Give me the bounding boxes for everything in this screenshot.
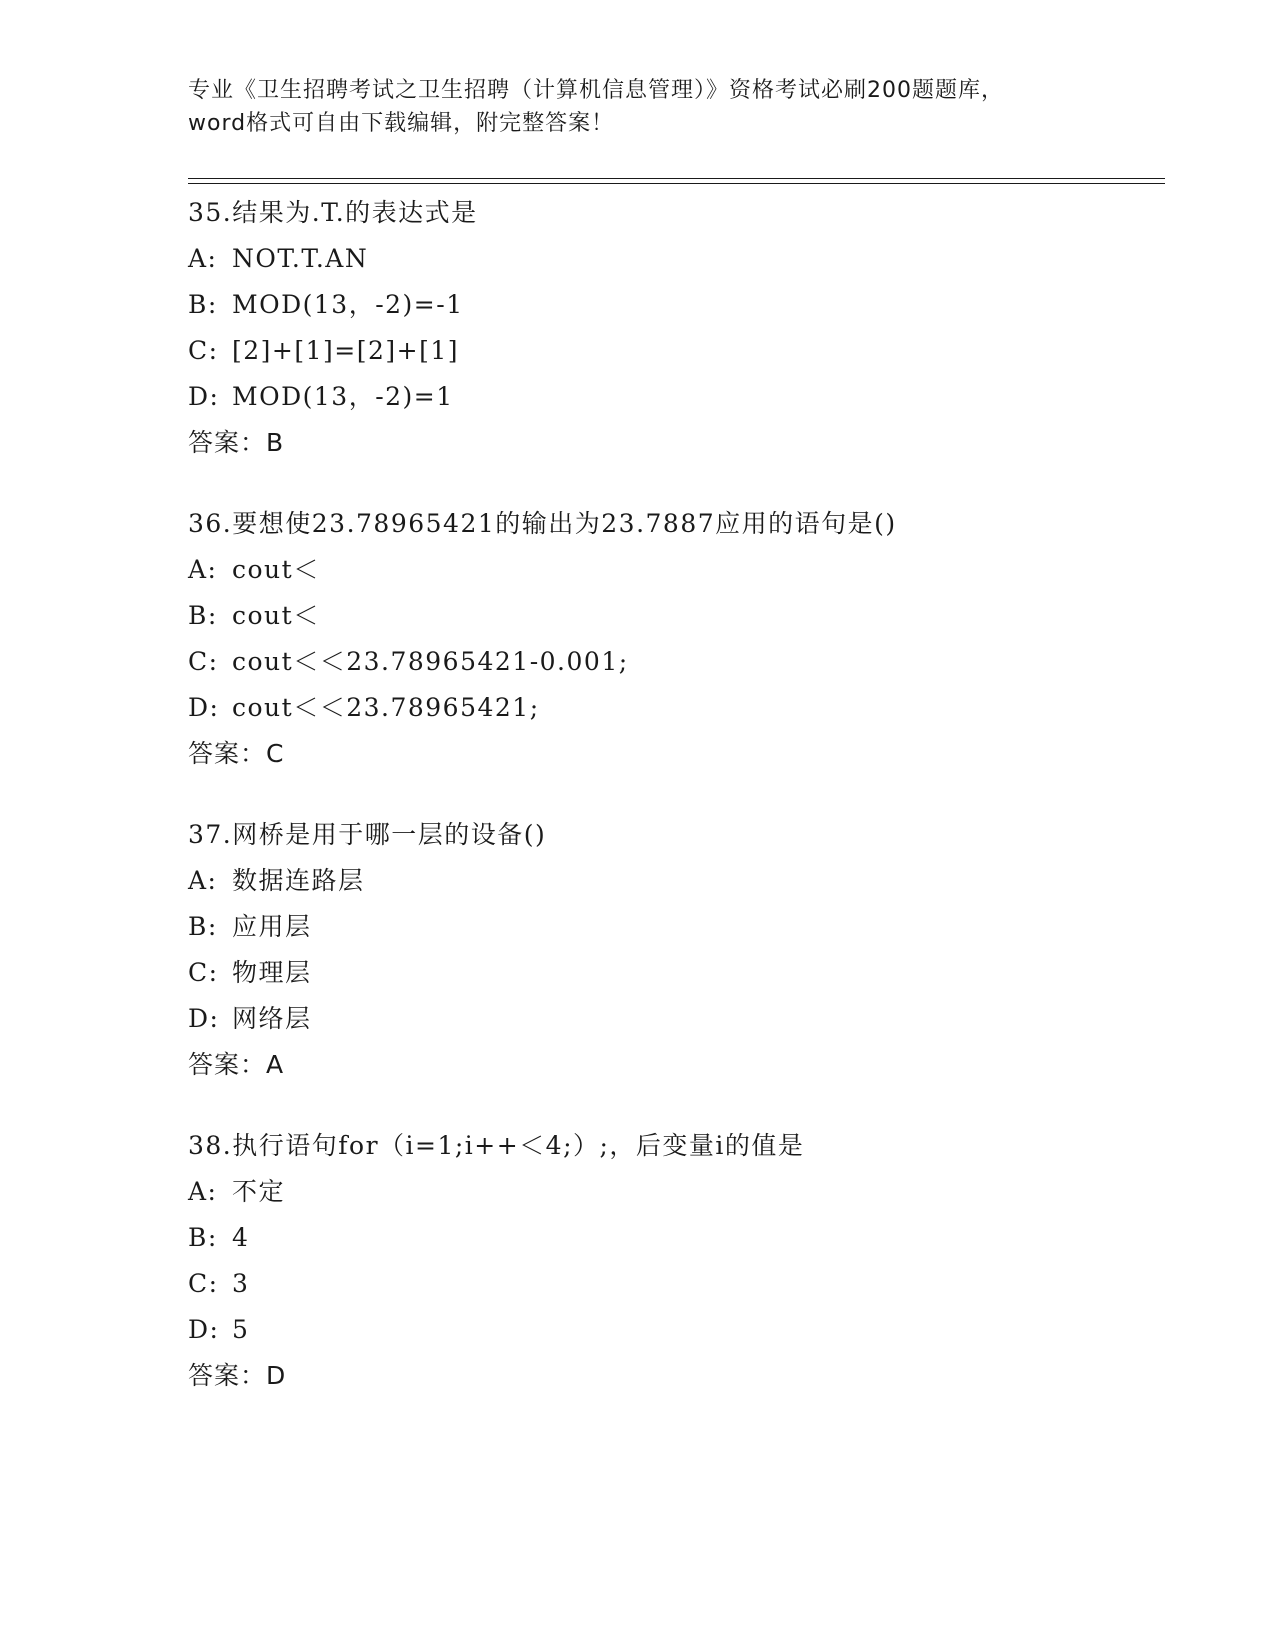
option-letter: A: (188, 866, 218, 895)
header-divider-top (188, 178, 1165, 179)
option-c (188, 328, 1148, 374)
option-c (188, 950, 1148, 996)
option-letter: D: (188, 382, 220, 411)
option-b (188, 282, 1148, 328)
option-text: MOD(13，-2)=1 (232, 382, 454, 411)
header-line-1: 专业《卫生招聘考试之卫生招聘（计算机信息管理）》资格考试必刷200题题库， (188, 78, 1004, 103)
option-a (188, 858, 1148, 904)
option-text: NOT.T.AN (232, 244, 369, 273)
question-stem: 38.执行语句for（i=1;i++＜4;）;，后变量i的值是 (188, 1131, 805, 1160)
option-text: 4 (232, 1223, 250, 1252)
option-b (188, 593, 1148, 639)
option-d (188, 374, 1148, 420)
option-text: 应用层 (232, 912, 312, 941)
option-letter: D: (188, 1315, 220, 1344)
option-text: 物理层 (232, 958, 312, 987)
option-letter: A: (188, 244, 218, 273)
header-divider-bottom (188, 183, 1165, 184)
option-a (188, 547, 1148, 593)
header-line-2: word格式可自由下载编辑，附完整答案！ (188, 111, 615, 136)
option-d (188, 685, 1148, 731)
option-a (188, 1169, 1148, 1215)
question-37 (188, 812, 1148, 1088)
answer-line: 答案：D (188, 1361, 287, 1390)
answer-line: 答案：B (188, 428, 285, 457)
question-38 (188, 1123, 1148, 1399)
option-c (188, 1261, 1148, 1307)
option-text: cout＜ (232, 601, 320, 630)
question-35 (188, 190, 1148, 466)
option-letter: C: (188, 1269, 219, 1298)
option-letter: B: (188, 601, 218, 630)
option-c (188, 639, 1148, 685)
option-letter: D: (188, 693, 220, 722)
option-letter: A: (188, 1177, 218, 1206)
option-d (188, 1307, 1148, 1353)
option-text: 数据连路层 (232, 866, 365, 895)
option-letter: B: (188, 912, 218, 941)
question-stem: 36.要想使23.78965421的输出为23.7887应用的语句是() (188, 509, 897, 538)
answer-line: 答案：A (188, 1050, 285, 1079)
option-letter: C: (188, 958, 219, 987)
option-b (188, 904, 1148, 950)
question-36 (188, 501, 1148, 777)
option-text: 3 (232, 1269, 250, 1298)
question-stem: 37.网桥是用于哪一层的设备() (188, 820, 547, 849)
option-text: cout＜＜23.78965421-0.001; (232, 647, 629, 676)
answer-line: 答案：C (188, 739, 285, 768)
option-text: cout＜ (232, 555, 320, 584)
option-letter: D: (188, 1004, 220, 1033)
option-letter: B: (188, 290, 218, 319)
option-letter: B: (188, 1223, 218, 1252)
option-b (188, 1215, 1148, 1261)
option-text: [2]+[1]=[2]+[1] (232, 336, 459, 365)
option-text: 网络层 (232, 1004, 312, 1033)
option-text: 不定 (232, 1177, 286, 1206)
option-letter: A: (188, 555, 218, 584)
option-d (188, 996, 1148, 1042)
question-list (188, 190, 1148, 1434)
option-text: 5 (232, 1315, 250, 1344)
option-a (188, 236, 1148, 282)
option-letter: C: (188, 336, 219, 365)
option-text: MOD(13，-2)=-1 (232, 290, 464, 319)
option-letter: C: (188, 647, 219, 676)
document-header (188, 74, 1088, 140)
option-text: cout＜＜23.78965421; (232, 693, 540, 722)
question-stem: 35.结果为.T.的表达式是 (188, 198, 478, 227)
